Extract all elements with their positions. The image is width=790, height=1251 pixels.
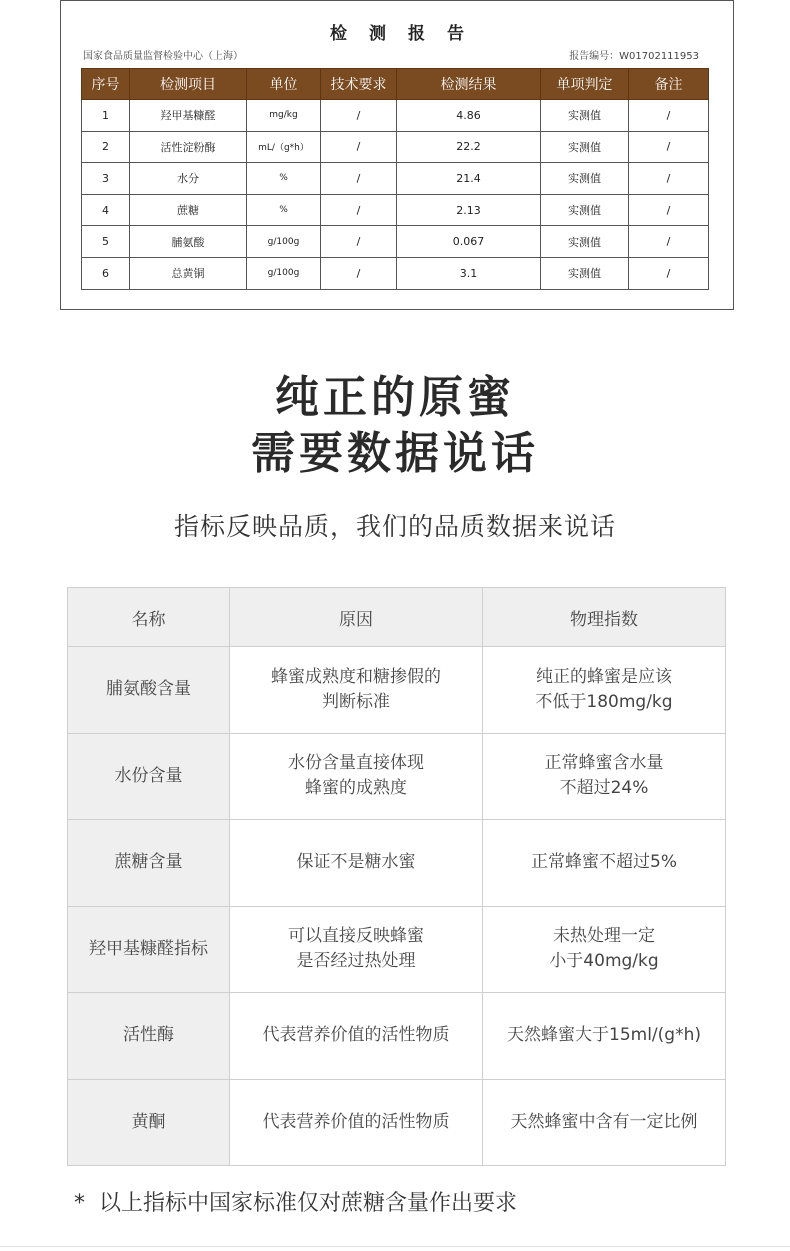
reason-line: 代表营养价值的活性物质: [262, 1025, 450, 1046]
report-cell: 实测值: [541, 163, 629, 195]
index-line: 正常蜂蜜含水量: [544, 753, 664, 774]
report-cell: 脯氨酸: [130, 226, 247, 258]
reason-line: 判断标准: [322, 691, 390, 712]
report-cell: 3: [82, 163, 130, 195]
index-name-cell: 黄酮: [68, 1079, 230, 1166]
report-row: [82, 226, 709, 258]
report-cell: 蔗糖: [130, 194, 247, 226]
index-row: [68, 906, 726, 993]
index-line: 小于40mg/kg: [549, 951, 659, 972]
subtitle: 指标反映品质，我们的品质数据来说话: [173, 512, 616, 541]
index-reason-cell: [230, 647, 483, 734]
headline-line-1: 纯正的原蜜: [275, 372, 515, 423]
headline-line-2: 需要数据说话: [251, 428, 539, 479]
index-line: 天然蜂蜜大于15ml/(g*h): [507, 1025, 701, 1046]
report-cell: 21.4: [397, 163, 541, 195]
report-cell: 活性淀粉酶: [130, 131, 247, 163]
index-table: [67, 587, 726, 1166]
index-line: 未热处理一定: [553, 926, 655, 947]
report-cell: 1: [82, 100, 130, 132]
report-cell: 2.13: [397, 194, 541, 226]
index-reason-cell: [230, 906, 483, 993]
reason-line: 可以直接反映蜂蜜: [288, 926, 424, 947]
report-cell: /: [321, 226, 397, 258]
report-cell: 实测值: [541, 226, 629, 258]
index-name-cell: 羟甲基糠醛指标: [68, 906, 230, 993]
report-cell: /: [629, 226, 709, 258]
asterisk-icon: *: [74, 1191, 85, 1216]
report-cell: 实测值: [541, 257, 629, 289]
index-row: [68, 993, 726, 1080]
index-name-cell: 脯氨酸含量: [68, 647, 230, 734]
report-cell: /: [629, 131, 709, 163]
report-number: 报告编号：W01702111953: [569, 51, 699, 62]
report-cell: 0.067: [397, 226, 541, 258]
report-cell: /: [629, 100, 709, 132]
report-cell: /: [321, 194, 397, 226]
divider: [0, 1246, 790, 1247]
report-cell: g/100g: [247, 226, 321, 258]
report-cell: 22.2: [397, 131, 541, 163]
index-value-cell: [483, 820, 726, 907]
index-reason-cell: [230, 820, 483, 907]
report-col-header: 检测结果: [397, 69, 541, 100]
report-organization: 国家食品质量监督检验中心（上海）: [83, 51, 243, 62]
report-cell: %: [247, 194, 321, 226]
report-row: [82, 257, 709, 289]
index-line: 不超过24%: [559, 778, 649, 799]
index-reason-cell: [230, 733, 483, 820]
index-value-cell: [483, 993, 726, 1080]
reason-line: 水份含量直接体现: [288, 753, 424, 774]
index-value-cell: [483, 1079, 726, 1166]
reason-line: 代表营养价值的活性物质: [262, 1111, 450, 1132]
index-value-cell: [483, 647, 726, 734]
report-row: [82, 100, 709, 132]
reason-line: 蜂蜜成熟度和糖掺假的: [271, 666, 441, 687]
index-row: [68, 733, 726, 820]
report-col-header: 技术要求: [321, 69, 397, 100]
report-cell: 羟甲基糠醛: [130, 100, 247, 132]
index-line: 正常蜂蜜不超过5%: [531, 852, 677, 873]
report-cell: 实测值: [541, 131, 629, 163]
report-cell: 4: [82, 194, 130, 226]
report-cell: 3.1: [397, 257, 541, 289]
report-cell: 实测值: [541, 100, 629, 132]
report-cell: 5: [82, 226, 130, 258]
footnote: [74, 1186, 517, 1217]
report-cell: mg/kg: [247, 100, 321, 132]
index-line: 纯正的蜂蜜是应该: [536, 666, 672, 687]
report-header-row: [82, 69, 709, 100]
index-line: 不低于180mg/kg: [535, 691, 673, 712]
footnote-text: 以上指标中国家标准仅对蔗糖含量作出要求: [99, 1191, 518, 1216]
report-cell: mL/（g*h）: [247, 131, 321, 163]
report-cell: /: [321, 100, 397, 132]
index-value-cell: [483, 733, 726, 820]
index-col-header: 名称: [68, 588, 230, 647]
report-cell: /: [629, 194, 709, 226]
report-cell: /: [321, 257, 397, 289]
index-line: 天然蜂蜜中含有一定比例: [510, 1111, 698, 1132]
report-cell: 4.86: [397, 100, 541, 132]
report-cell: /: [629, 257, 709, 289]
reason-line: 蜂蜜的成熟度: [305, 778, 407, 799]
report-row: [82, 131, 709, 163]
report-cell: g/100g: [247, 257, 321, 289]
index-col-header: 物理指数: [483, 588, 726, 647]
report-col-header: 单位: [247, 69, 321, 100]
index-row: [68, 820, 726, 907]
test-report: [60, 0, 734, 310]
report-col-header: 备注: [629, 69, 709, 100]
report-col-header: 单项判定: [541, 69, 629, 100]
report-cell: /: [321, 163, 397, 195]
reason-line: 保证不是糖水蜜: [296, 852, 416, 873]
headline: [0, 370, 790, 482]
index-row: [68, 647, 726, 734]
report-cell: 6: [82, 257, 130, 289]
index-name-cell: 活性酶: [68, 993, 230, 1080]
index-name-cell: 水份含量: [68, 733, 230, 820]
report-title: 检测报告: [330, 24, 486, 44]
index-name-cell: 蔗糖含量: [68, 820, 230, 907]
report-cell: /: [629, 163, 709, 195]
report-row: [82, 194, 709, 226]
index-col-header: 原因: [230, 588, 483, 647]
reason-line: 是否经过热处理: [296, 951, 416, 972]
report-col-header: 序号: [82, 69, 130, 100]
report-cell: 水分: [130, 163, 247, 195]
report-cell: %: [247, 163, 321, 195]
report-cell: 实测值: [541, 194, 629, 226]
index-value-cell: [483, 906, 726, 993]
report-table: [81, 68, 709, 290]
index-reason-cell: [230, 993, 483, 1080]
report-cell: 总黄铜: [130, 257, 247, 289]
report-cell: 2: [82, 131, 130, 163]
report-cell: /: [321, 131, 397, 163]
report-row: [82, 163, 709, 195]
index-row: [68, 1079, 726, 1166]
index-reason-cell: [230, 1079, 483, 1166]
report-col-header: 检测项目: [130, 69, 247, 100]
index-header-row: [68, 588, 726, 647]
